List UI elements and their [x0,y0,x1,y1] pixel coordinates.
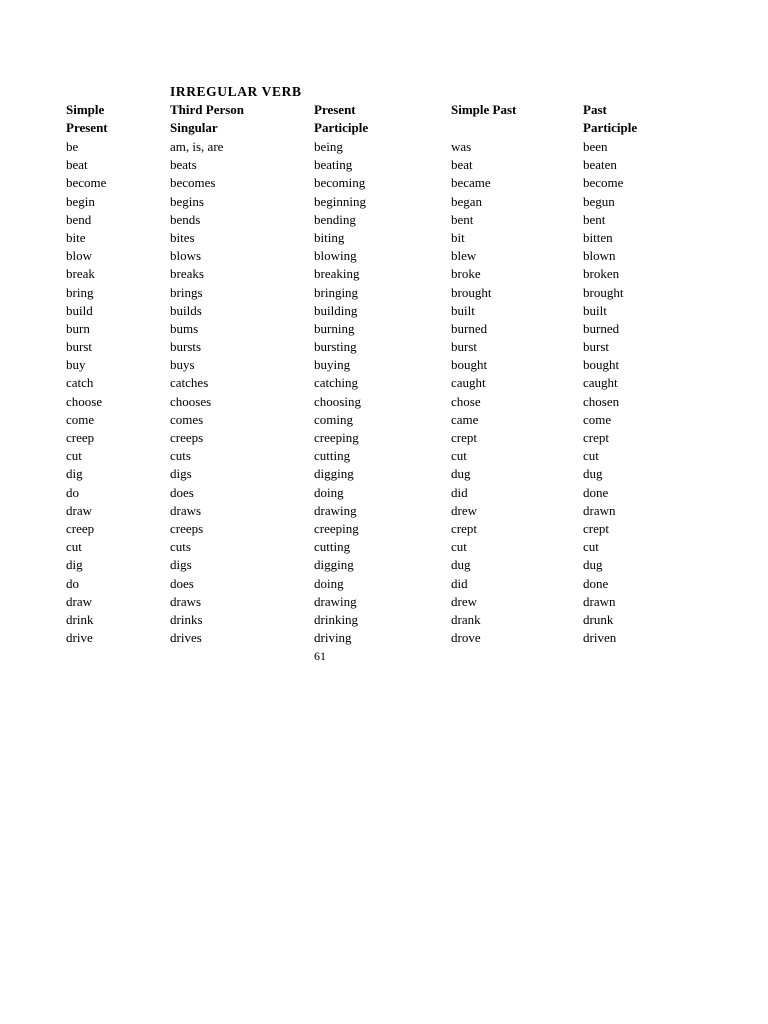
cell-present-participle: digging [314,466,354,482]
cell-past-participle: burst [583,339,609,355]
cell-third-person-singular: becomes [170,175,216,191]
cell-past-participle: been [583,139,608,154]
cell-past-participle: crept [583,430,609,445]
cell-simple-present: bring [66,284,94,300]
cell-past-participle: chosen [583,393,620,409]
cell-simple-present: buy [66,357,86,373]
cell-past-participle: broken [583,266,620,282]
cell-simple-present: begin [66,193,95,209]
table-row [0,393,768,411]
cell-simple-past: brought [451,284,492,300]
cell-third-person-singular: does [170,484,194,500]
cell-past-participle: drawn [583,593,616,609]
cell-third-person-singular: creeps [170,430,204,445]
table-row [0,520,768,538]
cell-third-person-singular: bums [170,320,199,336]
header-line: Third Person [170,102,245,117]
cell-present-participle: biting [314,229,345,245]
cell-third-person-singular: cuts [170,539,191,555]
cell-present-participle: doing [314,484,344,500]
cell-present-participle: breaking [314,266,360,282]
header-line: Simple Past [451,102,517,117]
cell-third-person-singular: cuts [170,448,191,464]
table-row [0,629,768,647]
cell-third-person-singular: begins [170,193,204,209]
cell-present-participle: coming [314,411,353,427]
cell-simple-past: chose [451,393,481,409]
cell-simple-present: be [66,139,79,154]
cell-simple-past: burst [451,339,477,355]
cell-past-participle: come [583,411,612,427]
cell-third-person-singular: beats [170,157,197,173]
cell-present-participle: cutting [314,448,351,464]
table-row [0,429,768,447]
cell-third-person-singular: brings [170,284,203,300]
cell-third-person-singular: comes [170,411,204,427]
cell-simple-past: was [451,139,472,154]
cell-third-person-singular: draws [170,502,202,518]
table-row [0,193,768,211]
table-row [0,374,768,392]
cell-present-participle: creeping [314,430,359,445]
table-row [0,575,768,593]
cell-simple-present: drive [66,630,93,646]
table-row [0,484,768,502]
cell-third-person-singular: bends [170,211,201,227]
header-simple-past [451,101,516,119]
header-line: Singular [170,120,218,136]
cell-simple-past: blew [451,248,477,264]
cell-present-participle: drinking [314,611,359,627]
cell-present-participle: blowing [314,248,357,264]
cell-third-person-singular: digs [170,557,192,573]
cell-simple-past: bent [451,211,474,227]
cell-past-participle: bent [583,211,606,227]
cell-third-person-singular: chooses [170,393,212,409]
cell-simple-past: drank [451,611,481,627]
cell-past-participle: drawn [583,502,616,518]
cell-simple-past: dug [451,466,471,482]
cell-simple-present: cut [66,539,82,555]
header-line: Present [66,120,108,136]
cell-present-participle: burning [314,320,355,336]
cell-present-participle: bursting [314,339,357,355]
table-row [0,338,768,356]
cell-simple-present: drink [66,611,94,627]
cell-present-participle: being [314,139,343,154]
cell-third-person-singular: breaks [170,266,204,282]
cell-third-person-singular: drinks [170,611,203,627]
cell-past-participle: beaten [583,157,617,173]
page-number: 61 [314,649,326,663]
table-row [0,247,768,265]
cell-third-person-singular: digs [170,466,192,482]
header-past-participle [583,101,637,137]
table-row [0,411,768,429]
cell-simple-past: did [451,484,468,500]
cell-simple-present: break [66,266,95,282]
cell-simple-past: dug [451,557,471,573]
cell-third-person-singular: catches [170,375,209,391]
table-row [0,611,768,629]
table-row [0,556,768,574]
cell-third-person-singular: blows [170,248,202,264]
cell-present-participle: digging [314,557,354,573]
cell-simple-present: draw [66,593,92,609]
table-row [0,138,768,156]
cell-simple-present: draw [66,502,92,518]
table-row [0,538,768,556]
cell-simple-past: bit [451,229,465,245]
cell-simple-present: creep [66,430,95,445]
header-present-participle [314,101,368,137]
cell-simple-present: bend [66,211,92,227]
table-row [0,302,768,320]
cell-past-participle: cut [583,448,599,464]
cell-simple-past: came [451,411,479,427]
cell-past-participle: burned [583,320,620,336]
cell-present-participle: catching [314,375,359,391]
cell-simple-past: did [451,575,468,591]
cell-simple-present: dig [66,557,83,573]
cell-third-person-singular: does [170,575,194,591]
cell-past-participle: bought [583,357,620,373]
cell-past-participle: drunk [583,611,614,627]
table-row [0,156,768,174]
cell-simple-past: beat [451,157,473,173]
header-simple-present [66,101,108,137]
cell-past-participle: dug [583,557,603,573]
cell-present-participle: drawing [314,502,357,518]
cell-simple-present: come [66,411,95,427]
cell-third-person-singular: buys [170,357,195,373]
cell-simple-past: broke [451,266,481,282]
cell-past-participle: begun [583,193,615,209]
cell-third-person-singular: am, is, are [170,139,224,154]
table-row [0,174,768,192]
cell-present-participle: drawing [314,593,357,609]
cell-simple-past: caught [451,375,486,391]
cell-simple-past: drove [451,630,481,646]
cell-simple-past: began [451,193,483,209]
header-line: Simple [66,102,105,117]
cell-simple-present: become [66,175,107,191]
cell-present-participle: driving [314,630,352,646]
cell-simple-present: burst [66,339,92,355]
cell-simple-past: crept [451,520,477,536]
cell-simple-present: build [66,302,93,318]
cell-present-participle: creeping [314,520,359,536]
cell-simple-past: burned [451,320,488,336]
cell-present-participle: buying [314,357,351,373]
cell-simple-present: creep [66,520,95,536]
cell-third-person-singular: builds [170,302,202,318]
cell-past-participle: become [583,175,624,191]
cell-third-person-singular: drives [170,630,202,646]
cell-simple-present: blow [66,248,92,264]
table-row [0,465,768,483]
table-row [0,502,768,520]
header-third-person-singular [170,101,244,137]
cell-simple-past: cut [451,539,467,555]
table-row [0,356,768,374]
cell-simple-past: drew [451,502,477,518]
cell-simple-past: crept [451,430,477,445]
table-row [0,320,768,338]
cell-present-participle: beating [314,157,353,173]
table-row [0,229,768,247]
cell-simple-present: catch [66,375,94,391]
cell-past-participle: brought [583,284,624,300]
cell-simple-past: bought [451,357,488,373]
cell-past-participle: cut [583,539,599,555]
cell-third-person-singular: creeps [170,520,204,536]
table-row [0,265,768,283]
page-title: IRREGULAR VERB [170,84,302,99]
cell-third-person-singular: bursts [170,339,202,355]
header-line: Participle [314,120,369,136]
cell-present-participle: becoming [314,175,366,191]
cell-present-participle: bringing [314,284,359,300]
header-line: Past [583,102,607,117]
cell-simple-present: burn [66,320,90,336]
cell-past-participle: driven [583,630,617,646]
cell-simple-past: cut [451,448,467,464]
cell-simple-present: dig [66,466,83,482]
cell-past-participle: blown [583,248,616,264]
cell-simple-present: bite [66,229,86,245]
cell-past-participle: done [583,575,609,591]
table-row [0,211,768,229]
cell-present-participle: cutting [314,539,351,555]
header-line: Participle [583,120,638,136]
cell-past-participle: built [583,302,607,318]
cell-past-participle: done [583,484,609,500]
cell-simple-past: built [451,302,475,318]
cell-simple-past: drew [451,593,477,609]
table-row [0,447,768,465]
table-row [0,284,768,302]
cell-present-participle: doing [314,575,344,591]
cell-present-participle: building [314,302,358,318]
cell-past-participle: caught [583,375,618,391]
header-line: Present [314,102,356,117]
cell-simple-past: became [451,175,491,191]
cell-simple-present: beat [66,157,88,173]
cell-past-participle: dug [583,466,603,482]
cell-present-participle: beginning [314,193,366,209]
cell-past-participle: crept [583,520,609,536]
cell-present-participle: choosing [314,393,361,409]
cell-third-person-singular: bites [170,229,195,245]
cell-simple-present: do [66,575,79,591]
cell-simple-present: cut [66,448,82,464]
verb-table [0,138,768,647]
cell-simple-present: choose [66,393,103,409]
cell-present-participle: bending [314,211,356,227]
cell-simple-present: do [66,484,79,500]
cell-third-person-singular: draws [170,593,202,609]
table-row [0,593,768,611]
cell-past-participle: bitten [583,229,613,245]
